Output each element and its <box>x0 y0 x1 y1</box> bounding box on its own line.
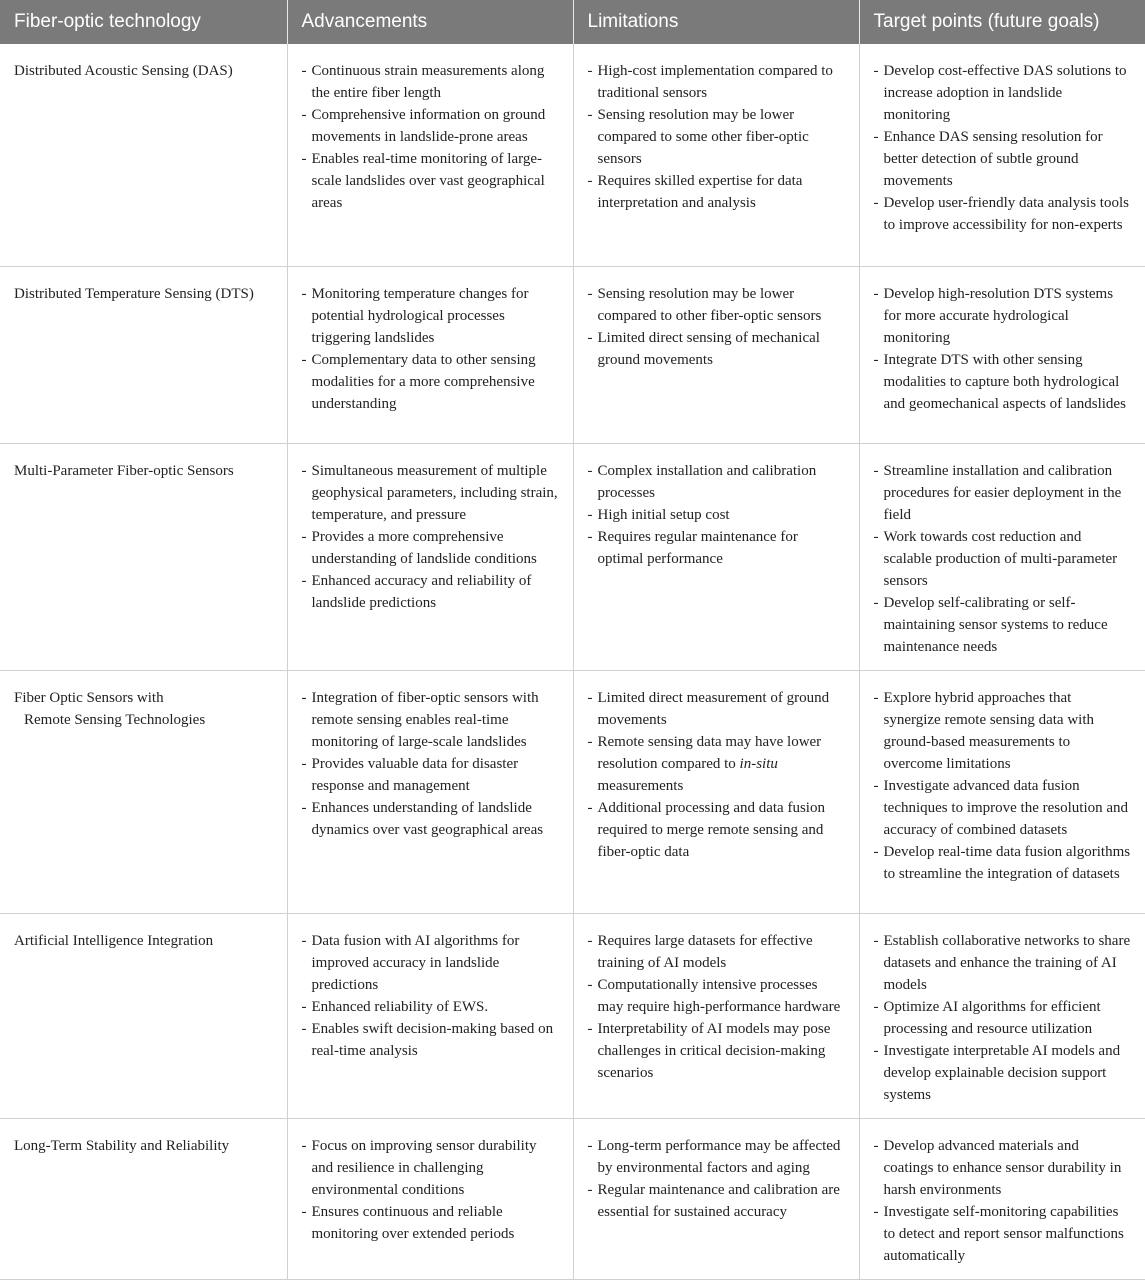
limitations-cell <box>573 443 859 670</box>
list-item: - Sensing resolution may be lower compared to other fiber-optic sensors <box>588 283 845 327</box>
list-item: - Investigate interpretable AI models and develop explainable decision support systems <box>874 1040 1132 1106</box>
list-item: - Develop cost-effective DAS solutions to increase adoption in landslide monitoring <box>874 60 1132 126</box>
targets-cell <box>859 44 1145 266</box>
list-item: - Long-term performance may be affected by environmental factors and aging <box>588 1135 845 1179</box>
technology-cell: Long-Term Stability and Reliability <box>0 1118 287 1279</box>
list-item: - Provides a more comprehensive understanding of landslide conditions <box>302 526 559 570</box>
technology-line-1: Fiber Optic Sensors with <box>14 689 164 706</box>
technology-cell: Distributed Acoustic Sensing (DAS) <box>0 44 287 266</box>
table-row <box>0 1118 1145 1279</box>
list-item: - Enables real-time monitoring of large-scale landslides over vast geographical areas <box>302 148 559 214</box>
table-row <box>0 44 1145 266</box>
list-item: - Develop high-resolution DTS systems for more accurate hydrological monitoring <box>874 283 1132 349</box>
list-item: - Enhanced reliability of EWS. <box>302 996 559 1018</box>
advancements-cell <box>287 44 573 266</box>
technology-cell: Artificial Intelligence Integration <box>0 913 287 1118</box>
list-item: - Regular maintenance and calibration are essential for sustained accuracy <box>588 1179 845 1223</box>
list-item: - Provides valuable data for disaster response and management <box>302 753 559 797</box>
list-item: - Limited direct measurement of ground movements <box>588 687 845 731</box>
list-item: - Additional processing and data fusion required to merge remote sensing and fiber-optic data <box>588 797 845 863</box>
targets-cell <box>859 1118 1145 1279</box>
list-item: - Interpretability of AI models may pose challenges in critical decision-making scenarios <box>588 1018 845 1084</box>
list-item: - Complex installation and calibration processes <box>588 460 845 504</box>
list-item: - Comprehensive information on ground movements in landslide-prone areas <box>302 104 559 148</box>
header-row <box>0 0 1145 44</box>
table-row <box>0 443 1145 670</box>
list-item: - High-cost implementation compared to traditional sensors <box>588 60 845 104</box>
header-technology: Fiber-optic technology <box>0 0 287 44</box>
list-item: - Establish collaborative networks to share datasets and enhance the training of AI models <box>874 930 1132 996</box>
limitations-cell <box>573 266 859 443</box>
list-item: - Simultaneous measurement of multiple geophysical parameters, including strain, temperature, and pressure <box>302 460 559 526</box>
list-item: - Integrate DTS with other sensing modalities to capture both hydrological and geomechanical aspects of landslides <box>874 349 1132 415</box>
list-item: - Complementary data to other sensing modalities for a more comprehensive understanding <box>302 349 559 415</box>
list-item <box>588 731 845 797</box>
list-item: - Develop advanced materials and coatings to enhance sensor durability in harsh environments <box>874 1135 1132 1201</box>
list-item: - Monitoring temperature changes for potential hydrological processes triggering landslides <box>302 283 559 349</box>
list-item: - Data fusion with AI algorithms for improved accuracy in landslide predictions <box>302 930 559 996</box>
list-item: - Enables swift decision-making based on real-time analysis <box>302 1018 559 1062</box>
list-item: - Develop self-calibrating or self-maintaining sensor systems to reduce maintenance needs <box>874 592 1132 658</box>
header-limitations: Limitations <box>573 0 859 44</box>
list-item: - Computationally intensive processes may require high-performance hardware <box>588 974 845 1018</box>
advancements-cell <box>287 1118 573 1279</box>
advancements-cell <box>287 670 573 913</box>
advancements-cell <box>287 266 573 443</box>
list-item: - Enhances understanding of landslide dynamics over vast geographical areas <box>302 797 559 841</box>
header-advancements: Advancements <box>287 0 573 44</box>
list-item: - Work towards cost reduction and scalable production of multi-parameter sensors <box>874 526 1132 592</box>
list-item: - Requires regular maintenance for optimal performance <box>588 526 845 570</box>
targets-cell <box>859 266 1145 443</box>
limitations-cell <box>573 670 859 913</box>
list-item: - Enhanced accuracy and reliability of landslide predictions <box>302 570 559 614</box>
table-row <box>0 266 1145 443</box>
list-item: - Limited direct sensing of mechanical ground movements <box>588 327 845 371</box>
advancements-cell <box>287 913 573 1118</box>
technology-cell: Multi-Parameter Fiber-optic Sensors <box>0 443 287 670</box>
technology-line-2: Remote Sensing Technologies <box>24 711 206 728</box>
list-item: - Integration of fiber-optic sensors with remote sensing enables real-time monitoring of large-scale landslides <box>302 687 559 753</box>
targets-cell <box>859 443 1145 670</box>
limitations-cell <box>573 44 859 266</box>
italic-term: in-situ <box>739 755 778 772</box>
list-item: - Investigate advanced data fusion techniques to improve the resolution and accuracy of combined datasets <box>874 775 1132 841</box>
advancements-cell <box>287 443 573 670</box>
list-item: - Enhance DAS sensing resolution for better detection of subtle ground movements <box>874 126 1132 192</box>
targets-cell <box>859 913 1145 1118</box>
list-item: - Develop user-friendly data analysis tools to improve accessibility for non-experts <box>874 192 1132 236</box>
list-item: - Investigate self-monitoring capabilities to detect and report sensor malfunctions automatically <box>874 1201 1132 1267</box>
list-item: - High initial setup cost <box>588 504 845 526</box>
list-item: - Requires skilled expertise for data interpretation and analysis <box>588 170 845 214</box>
technology-cell <box>0 670 287 913</box>
list-item: - Develop real-time data fusion algorithms to streamline the integration of datasets <box>874 841 1132 885</box>
table-row <box>0 913 1145 1118</box>
text-segment: measurements <box>597 777 684 794</box>
list-item: - Requires large datasets for effective training of AI models <box>588 930 845 974</box>
text-segment: Remote sensing data may have lower resolution compared to <box>597 733 822 772</box>
technology-cell: Distributed Temperature Sensing (DTS) <box>0 266 287 443</box>
table-row <box>0 670 1145 913</box>
list-item: - Optimize AI algorithms for efficient processing and resource utilization <box>874 996 1132 1040</box>
list-item: - Continuous strain measurements along the entire fiber length <box>302 60 559 104</box>
list-item: - Ensures continuous and reliable monitoring over extended periods <box>302 1201 559 1245</box>
limitations-cell <box>573 913 859 1118</box>
targets-cell <box>859 670 1145 913</box>
list-item: - Sensing resolution may be lower compared to some other fiber-optic sensors <box>588 104 845 170</box>
list-item: - Streamline installation and calibration procedures for easier deployment in the field <box>874 460 1132 526</box>
limitations-cell <box>573 1118 859 1279</box>
list-item: - Focus on improving sensor durability and resilience in challenging environmental conditions <box>302 1135 559 1201</box>
list-item: - Explore hybrid approaches that synergize remote sensing data with ground-based measurements to overcome limitations <box>874 687 1132 775</box>
header-targets: Target points (future goals) <box>859 0 1145 44</box>
